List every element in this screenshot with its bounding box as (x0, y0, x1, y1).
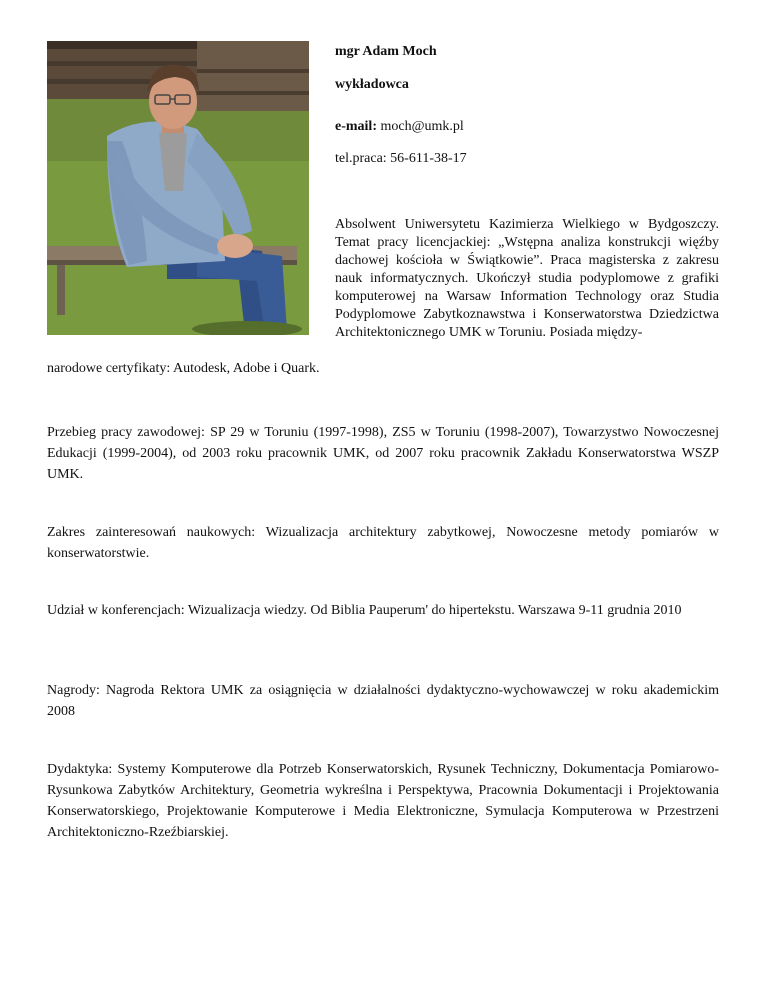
research-interests-paragraph: Zakres zainteresowań naukowych: Wizualizacja architektury zabytkowej, Nowoczesne metody pomiarów w konserwatorstwie. (47, 525, 719, 561)
email-line (335, 119, 464, 135)
work-phone: tel.praca: 56-611-38-17 (335, 151, 467, 166)
career-paragraph: Przebieg pracy zawodowej: SP 29 w Toruniu (1997-1998), ZS5 w Toruniu (1998-2007), Towarzystwo Nowoczesnej Edukacji (1999-2004), od 2003 roku pracownik UMK, od 2007 roku pracownik Zakładu Konserwatorstwa WSZP UMK. (47, 425, 719, 482)
portrait-illustration (47, 41, 309, 335)
awards-paragraph: Nagrody: Nagroda Rektora UMK za osiągnięcia w działalności dydaktyczno-wychowawczej w roku akademickim 2008 (47, 683, 719, 719)
teaching-paragraph: Dydaktyka: Systemy Komputerowe dla Potrzeb Konserwatorskich, Rysunek Techniczny, Dokumentacja Pomiarowo-Rysunkowa Zabytków Architektury, Geometria wykreślna i Perspektywa, Pracownia Dokumentacji i Projektowania Konserwatorskiego, Projektowanie Komputerowe i Media Elektroniczne, Symulacja Komputerowa w Przestrzeni Architektoniczno-Rzeźbiarskiej. (47, 762, 719, 840)
bio-paragraph: Absolwent Uniwersytetu Kazimierza Wielkiego w Bydgoszczy. Temat pracy licencjackiej: „Wstępna analiza konstrukcji więźby dachowej kościoła w Świątkowie”. Praca magisterska z zakresu nauk informatycznych. Ukończył studia podyplomowe z grafiki komputerowej na Warsaw Information Technology oraz Studia Podyplomowe Zabytkoznawstwa i Konserwatorstwa Dziedzictwa Architektonicznego UMK w Toruniu. Posiada między- (335, 217, 719, 340)
bio-paragraph-tail: narodowe certyfikaty: Autodesk, Adobe i Quark. (47, 361, 320, 376)
conferences-paragraph: Udział w konferencjach: Wizualizacja wiedzy. Od Biblia Pauperum' do hipertekstu. Warszawa 9-11 grudnia 2010 (47, 603, 682, 618)
person-name: mgr Adam Moch (335, 44, 437, 59)
person-role: wykładowca (335, 77, 409, 92)
portrait-photo (47, 41, 309, 335)
email-label: e-mail: (335, 119, 377, 134)
email-address: moch@umk.pl (380, 119, 464, 134)
